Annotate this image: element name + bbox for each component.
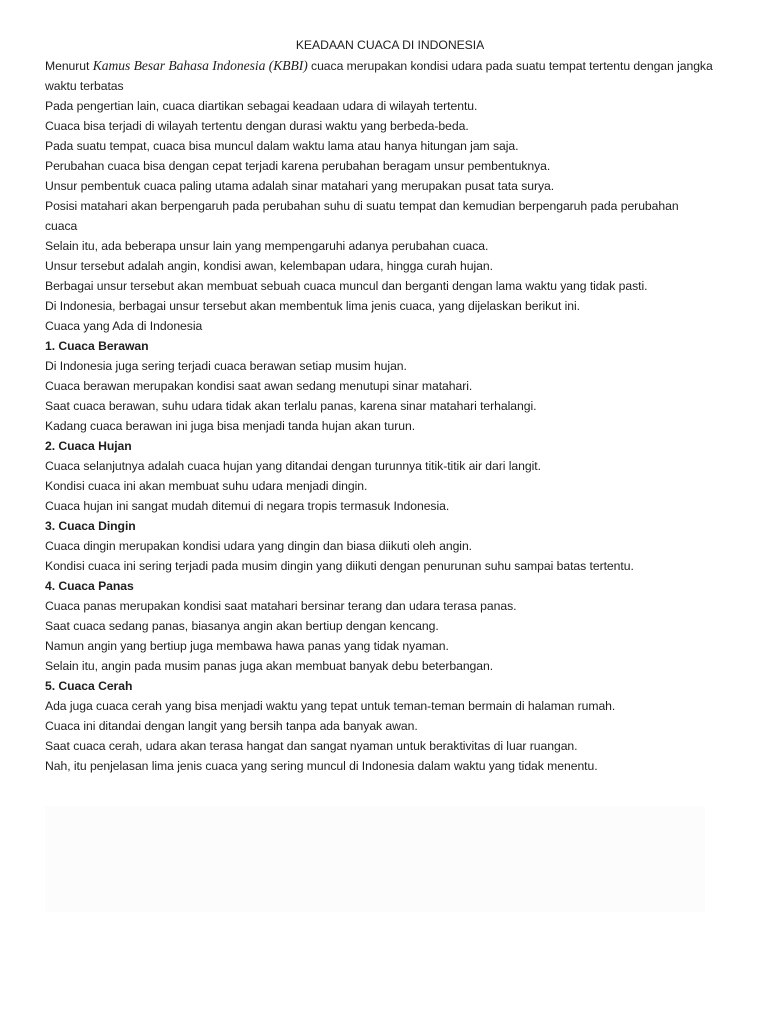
kbbi-reference: Kamus Besar Bahasa Indonesia (KBBI) <box>92 58 308 73</box>
section-line: Kondisi cuaca ini akan membuat suhu udara menjadi dingin. <box>45 479 368 493</box>
paragraph-line: Perubahan cuaca bisa dengan cepat terjadi karena perubahan beragam unsur pembentuknya. <box>45 159 551 173</box>
section-heading: 4. Cuaca Panas <box>45 579 134 593</box>
section-line: Cuaca selanjutnya adalah cuaca hujan yang ditandai dengan turunnya titik-titik air dari langit. <box>45 459 541 473</box>
paragraph-line: Di Indonesia, berbagai unsur tersebut akan membentuk lima jenis cuaca, yang dijelaskan berikut ini. <box>45 299 580 313</box>
section-line: Cuaca berawan merupakan kondisi saat awan sedang menutupi sinar matahari. <box>45 379 473 393</box>
section-line: Saat cuaca sedang panas, biasanya angin akan bertiup dengan kencang. <box>45 619 439 633</box>
paragraph-line: Pada suatu tempat, cuaca bisa muncul dalam waktu lama atau hanya hitungan jam saja. <box>45 139 519 153</box>
section-line: Nah, itu penjelasan lima jenis cuaca yang sering muncul di Indonesia dalam waktu yang tidak menentu. <box>45 759 598 773</box>
intro-prefix: Menurut <box>45 59 93 73</box>
paragraph-line: Berbagai unsur tersebut akan membuat sebuah cuaca muncul dan berganti dengan lama waktu yang tidak pasti. <box>45 279 648 293</box>
intro-suffix: cuaca merupakan kondisi udara pada suatu tempat tertentu dengan jangka waktu terbatas <box>45 59 713 93</box>
paragraph-line: Unsur pembentuk cuaca paling utama adalah sinar matahari yang merupakan pusat tata surya. <box>45 179 555 193</box>
section-line: Cuaca panas merupakan kondisi saat matahari bersinar terang dan udara terasa panas. <box>45 599 517 613</box>
section-line: Selain itu, angin pada musim panas juga akan membuat banyak debu beterbangan. <box>45 659 494 673</box>
section-line: Cuaca dingin merupakan kondisi udara yang dingin dan biasa diikuti oleh angin. <box>45 539 473 553</box>
blank-page-area <box>45 806 705 912</box>
section-line: Ada juga cuaca cerah yang bisa menjadi waktu yang tepat untuk teman-teman bermain di halaman rumah. <box>45 699 616 713</box>
document-title: KEADAAN CUACA DI INDONESIA <box>295 38 485 52</box>
paragraph-line: Cuaca bisa terjadi di wilayah tertentu dengan durasi waktu yang berbeda-beda. <box>45 119 469 133</box>
paragraph-line: Selain itu, ada beberapa unsur lain yang mempengaruhi adanya perubahan cuaca. <box>45 239 489 253</box>
paragraph-line: Unsur tersebut adalah angin, kondisi awan, kelembapan udara, hingga curah hujan. <box>45 259 493 273</box>
section-line: Kadang cuaca berawan ini juga bisa menjadi tanda hujan akan turun. <box>45 419 416 433</box>
section-heading: 3. Cuaca Dingin <box>45 519 136 533</box>
paragraph-line: Pada pengertian lain, cuaca diartikan sebagai keadaan udara di wilayah tertentu. <box>45 99 478 113</box>
intro-paragraph <box>45 56 735 96</box>
section-line: Saat cuaca cerah, udara akan terasa hangat dan sangat nyaman untuk beraktivitas di luar ruangan. <box>45 739 578 753</box>
section-line: Cuaca hujan ini sangat mudah ditemui di negara tropis termasuk Indonesia. <box>45 499 450 513</box>
section-line: Di Indonesia juga sering terjadi cuaca berawan setiap musim hujan. <box>45 359 407 373</box>
paragraph-line: Posisi matahari akan berpengaruh pada perubahan suhu di suatu tempat dan kemudian berpengaruh pada perubahan cuaca <box>45 199 679 233</box>
section-line: Cuaca ini ditandai dengan langit yang bersih tanpa ada banyak awan. <box>45 719 418 733</box>
section-intro-line: Cuaca yang Ada di Indonesia <box>45 319 203 333</box>
section-heading: 2. Cuaca Hujan <box>45 439 132 453</box>
section-line: Saat cuaca berawan, suhu udara tidak akan terlalu panas, karena sinar matahari terhalangi. <box>45 399 537 413</box>
document-page <box>45 37 735 776</box>
section-heading: 1. Cuaca Berawan <box>45 339 149 353</box>
section-heading: 5. Cuaca Cerah <box>45 679 133 693</box>
section-line: Namun angin yang bertiup juga membawa hawa panas yang tidak nyaman. <box>45 639 449 653</box>
section-line: Kondisi cuaca ini sering terjadi pada musim dingin yang diikuti dengan penurunan suhu sampai batas tertentu. <box>45 559 634 573</box>
